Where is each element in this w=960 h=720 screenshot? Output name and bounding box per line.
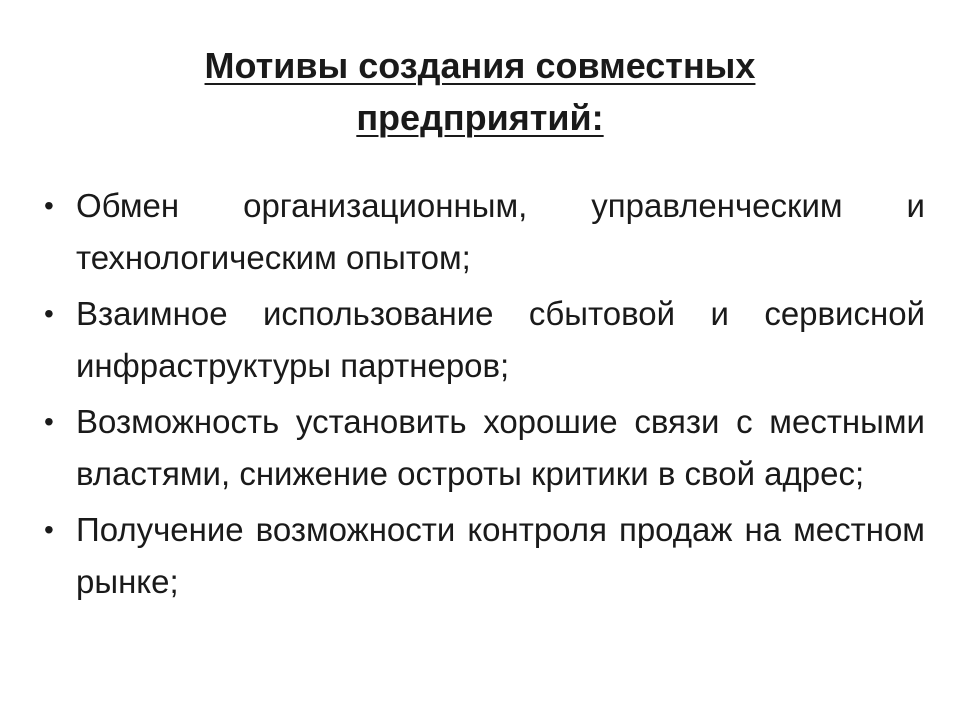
bullet-icon: • [44,190,54,221]
list-item [40,288,925,392]
list-item [40,396,925,500]
bullet-icon: • [44,298,54,329]
list-item-text: Взаимное использование сбытовой и сервисной инфраструктуры партнеров; [76,295,925,384]
list-item-text: Возможность установить хорошие связи с местными властями, снижение остроты критики в свой адрес; [76,403,925,492]
slide-title-line-1: Мотивы создания совместных [204,45,756,86]
slide-title [0,40,960,144]
bullet-list [40,180,925,612]
bullet-icon: • [44,406,54,437]
slide-title-line-2: предприятий: [356,97,604,138]
list-item [40,180,925,284]
list-item-text: Обмен организационным, управленческим и технологическим опытом; [76,187,925,276]
list-item-text: Получение возможности контроля продаж на местном рынке; [76,511,925,600]
bullet-icon: • [44,514,54,545]
list-item [40,504,925,608]
